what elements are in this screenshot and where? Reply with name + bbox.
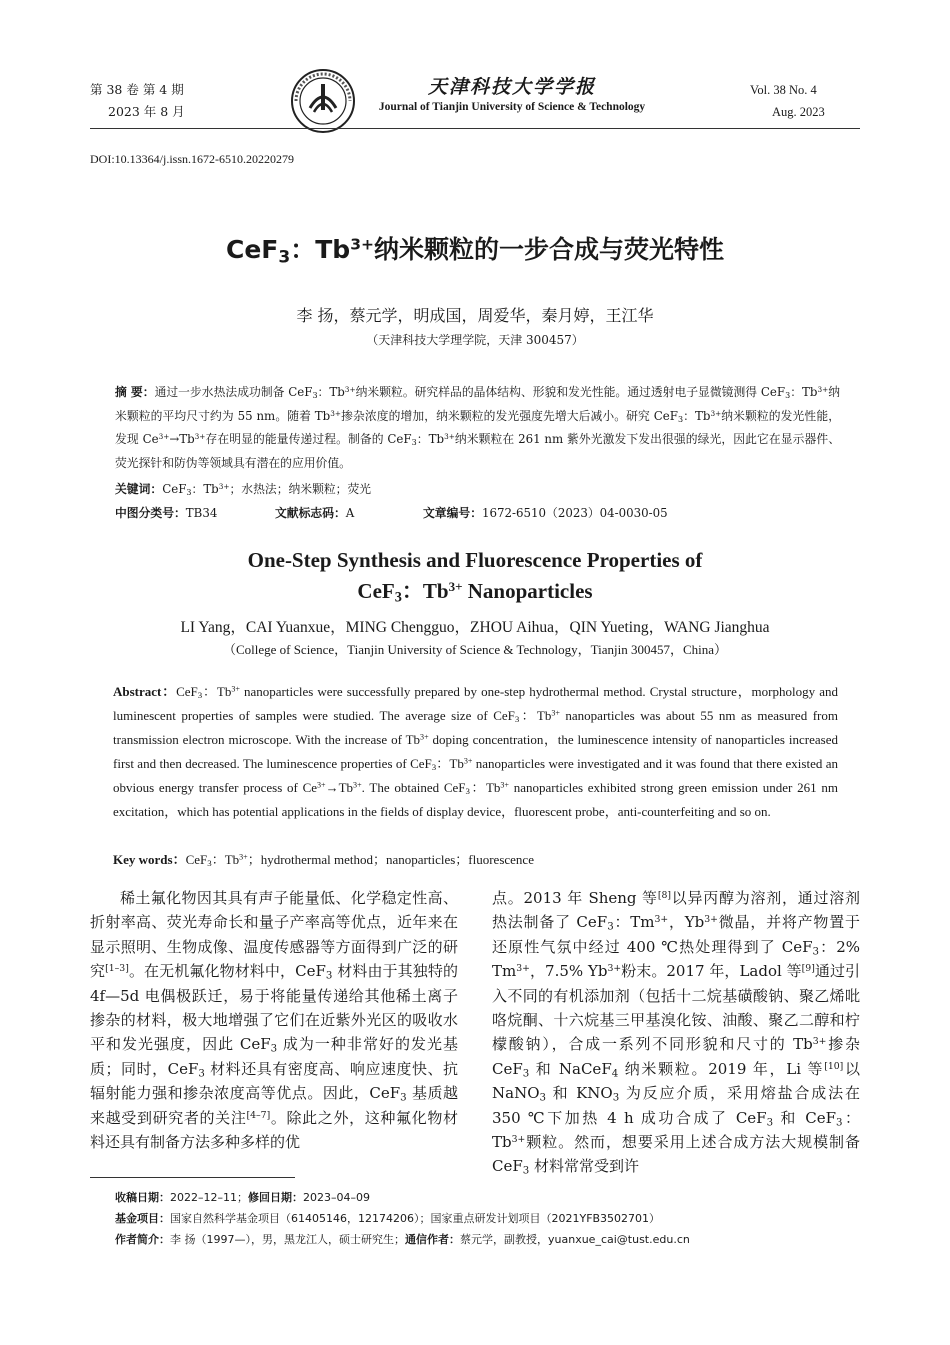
affiliation-cn: （天津科技大学理学院，天津 300457） [366,333,584,347]
doi: DOI:10.13364/j.issn.1672-6510.20220279 [90,152,294,166]
date-en: Aug. 2023 [772,105,825,119]
article-number: 文章编号：1672-6510（2023）04-0030-05 [423,506,668,520]
clc-number: 中图分类号：TB34 [115,506,218,520]
abstract-cn-label: 摘 要： [115,385,155,399]
volume-cn: 第 38 卷 第 4 期 [90,82,184,97]
abstract-en-label: Abstract： [113,684,177,699]
keywords-cn: 关键词：CeF$_3$：$Tb^{3+}$；水热法；纳米颗粒；荧光 [115,481,372,497]
footnote-authors: 作者简介：李 扬（1997—），男，黑龙江人，硕士研究生；通信作者：蔡元学，副教授，yuanxue_cai@tust.edu.cn [115,1233,690,1246]
abstract-cn: 摘 要：通过一步水热法成功制备 CeF$_3$：$Tb^{3+}$纳米颗粒。研究样品的晶体结构、形貌和发光性能。通过透射电子显微镜测得 CeF$_3$：$Tb^{3+}$纳米颗粒的平均尺寸约为 55 nm。随着 $Tb^{3+}$掺杂浓度的增加，纳米颗粒的发光强度先增大后减小。研究 CeF$_3$：$Tb^{3+}$纳米颗粒的发光性能，发现 $Ce^{3+}\to Tb^{3+}$存在明显的能量传递过程。制备的 CeF$_3$：$Tb^{3+}$纳米颗粒在 261 nm 紫外光激发下发出很强的绿光，因此它在显示器件、荧光探针和防伪等领域具有潜在的应用价值。 [115,384,841,470]
journal-name-en: Journal of Tianjin University of Science & Technology [378,101,646,113]
header-divider [90,128,860,129]
issue-info-cn [90,79,185,123]
university-seal-icon [290,68,356,134]
footnote-funding: 基金项目：国家自然科学基金项目（61405146，12174206）；国家重点研发计划项目（2021YFB3502701） [115,1212,661,1225]
footnote-dates: 收稿日期：2022–12–11；修回日期：2023–04–09 [115,1191,370,1204]
body-column-right: 点。2013 年 Sheng 等[8]以异丙醇为溶剂，通过溶剂热法制备了 CeF$_3$：$Tm^{3+}$，$Yb^{3+}$微晶，并将产物置于还原性气氛中经过 400 ℃热处理得到了 CeF$_3$：2% $Tm^{3+}$，7.5% $Yb^{3+}$粉末。2017 年，Ladol 等[9]通过引入不同的有机添加剂（包括十二烷基磺酸钠、聚乙烯吡咯烷酮、十六烷基三甲基溴化铵、油酸、聚乙二醇和柠檬酸钠），合成一系列不同形貌和尺寸的 $Tb^{3+}$掺杂 CeF$_3$ 和 NaCeF$_4$ 纳米颗粒。2019 年，Li 等[10]以 NaNO$_3$ 和 $KNO_3$ 为反应介质，采用熔盐合成法在 350 ℃下加热 4 h 成功合成了 CeF$_3$ 和 CeF$_3$：$Tb^{3+}$颗粒。然而，想要采用上述合成方法大规模制备 CeF$_3$ 材料常常受到许 [492,889,861,1178]
authors-en: LI Yang，CAI Yuanxue，MING Chengguo，ZHOU Aihua，QIN Yueting，WANG Jianghua [180,619,770,636]
journal-name-cn: 天津科技大学学报 [427,76,596,98]
document-code: 文献标志码：A [275,506,355,520]
title-cn: CeF$_3$：$Tb^{3+}$纳米颗粒的一步合成与荧光特性 [226,235,724,268]
body-column-left: 稀土氟化物因其具有声子能量低、化学稳定性高、折射率高、荧光寿命长和量子产率高等优点，近年来在显示照明、生物成像、温度传感器等方面得到广泛的研究[1–3]。在无机氟化物材料中，CeF$_3$ 材料由于其独特的 4f—5d 电偶极跃迁，易于将能量传递给其他稀土离子掺杂的材料，极大地增强了它们在近紫外光区的吸收水平和发光强度，因此 CeF$_3$ 成为一种非常好的发光基质；同时，CeF$_3$ 材料还具有密度高、响应速度快、抗辐射能力强和掺杂浓度高等优点。因此，CeF$_3$ 基质越来越受到研究者的关注[4–7]。除此之外，这种氟化物材料还具有制备方法多种多样的优 [90,889,459,1152]
affiliation-en: （College of Science，Tianjin University of Science & Technology，Tianjin 300457，China） [222,642,728,657]
keywords-en: Key words：CeF$_3$：$Tb^{3+}$；hydrothermal method；nanoparticles；fluorescence [113,852,534,869]
title-en: One-Step Synthesis and Fluorescence Properties of CeF$_3$：$Tb^{3+}$ Nanoparticles [247,548,703,606]
date-cn: 2023 年 8 月 [108,104,185,119]
authors-cn: 李 扬，蔡元学，明成国，周爱华，秦月婷，王江华 [296,306,654,325]
issue-info-en [750,79,860,123]
footnote-divider [90,1177,295,1178]
abstract-en: Abstract：CeF$_3$：$Tb^{3+}$ nanoparticles were successfully prepared by one-step hydrothermal method. Crystal structure，morphology and luminescent properties of samples were studied. The average size of CeF$_3$：$Tb^{3+}$ nanoparticles was about 55 nm as measured from transmission electron microscope. With the increase of $Tb^{3+}$ doping concentration，the luminescence intensity of nanoparticles increased first and then decreased. The luminescence properties of CeF$_3$：$Tb^{3+}$ nanoparticles were investigated and it was found that there existed an obvious energy transfer process of $Ce^{3+}\to Tb^{3+}$. The obtained CeF$_3$：$Tb^{3+}$ nanoparticles exhibited strong green emission under 261 nm excitation，which has potential applications in the fields of display device，fluorescent probe，anti-counterfeiting and so on. [113,684,838,819]
volume-en: Vol. 38 No. 4 [750,83,817,97]
